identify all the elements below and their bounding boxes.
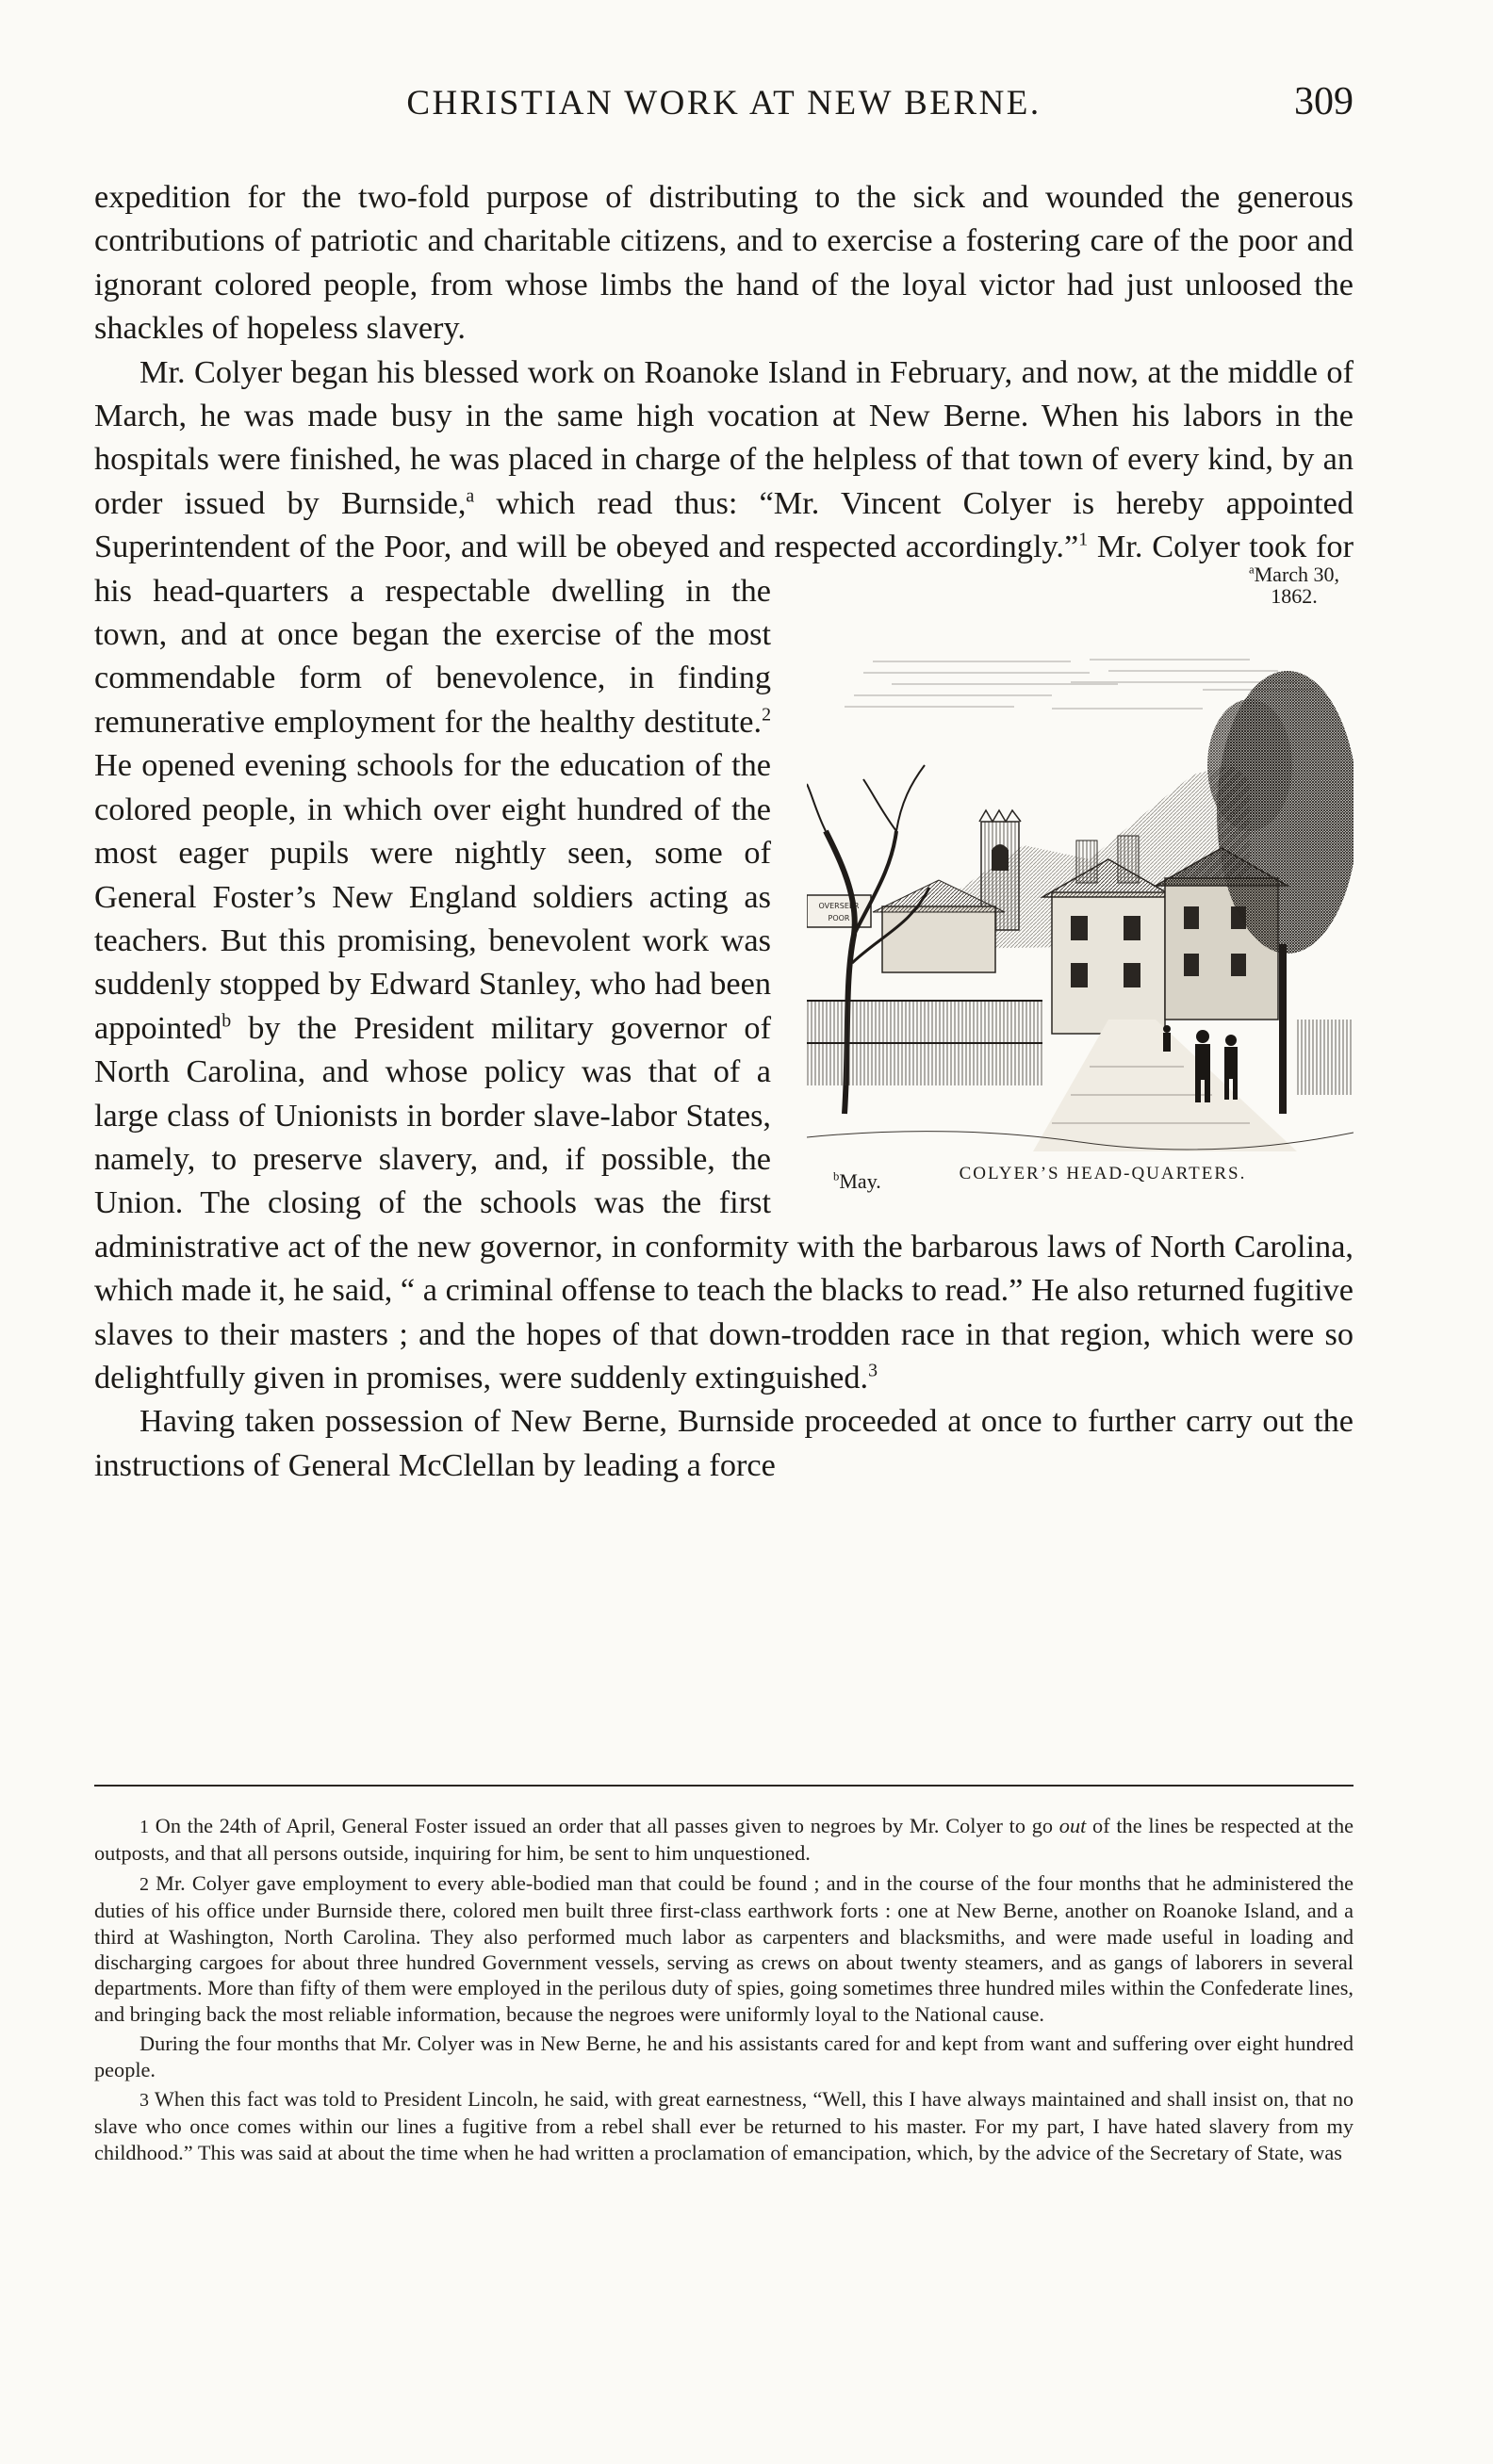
footnote-2-continued: During the four months that Mr. Colyer was in New Berne, he and his assistants cared for and kept from want and suffering over eight hundred people. — [94, 2032, 1354, 2081]
figure-caption: COLYER’S HEAD-QUARTERS. — [959, 1163, 1247, 1183]
footnote-2-text: Mr. Colyer gave employment to every able-bodied man that could be found ; and in the course of the four months that he administered the duties of his office under Burnside there, colored men built three first-class earthwork forts : one at New Berne, another on Roanoke Island, and a third at Washington, North Carolina. They also performed much labor as carpenters and blacksmiths, and were made useful in loading and discharging cargoes for about three hundred Government vessels, serving as crews on about twenty steamers, and as gangs of laborers in several departments. More than fifty of them were employed in the perilous duty of spies, going sometimes three hundred miles within the Confederate lines, and bringing back the most reliable information, because the negroes were uniformly loyal to the National cause. — [94, 1870, 1354, 2026]
footnote-1-text-b: of the lines be respected at the outposts, and that all persons outside, inquiring for him, be sent to him unquestioned. — [94, 1814, 1354, 1866]
p2-text-c: Mr. Colyer took for his head-quarters a respectable dwelling in the town, and at once began the exercise of the most commendable form of benevolence, in finding remunerative employment for the healthy destitute. — [94, 529, 1354, 740]
p2-text-a: Mr. Colyer began his blessed work on Roanoke Island in February, and now, at the middle of March, he was made busy in the same high vocation at New Berne. When his labors in the hospitals were finished, he was placed in charge of the helpless of that town of every kind, by an order issued by Burnside, — [94, 353, 1354, 521]
footnote-1-emphasis: out — [1058, 1814, 1087, 1837]
footnote-1-mark: 1 — [139, 1817, 149, 1837]
footnote-2-mark: 2 — [139, 1873, 149, 1895]
p2-text-e: by the President military governor of North Carolina, and whose policy was that of a large class of Unionists in border slave-labor States, namely, to preserve slavery, and, if possible, the Union. The closing of the schools was the first administrative act of the new governor, in conformity with the barbarous laws of North Carolina, which made it, he said, “ a criminal offense to teach the blacks to read.” He also returned fugitive slaves to their masters ; and the hopes of that down-trodden race in that region, which were so delightfully given in promises, were suddenly extinguished. — [94, 1009, 1354, 1395]
p2-text-b: which read thus: “Mr. Vincent Colyer is hereby appointed Superintendent of the Poor, and will be obeyed and respected accordingly.” — [94, 484, 1354, 565]
paragraph-1: expedition for the two-fold purpose of distributing to the sick and wounded the generous contributions of patriotic and charitable citizens, and to exercise a fostering care of the poor and ignorant colored people, from whose limbs the hand of the loyal victor had just unloosed the shackles of hopeless slavery. — [94, 179, 1354, 347]
paragraph-3: Having taken possession of New Berne, Burnside proceeded at once to further carry out the instructions of General McClellan by leading a force — [94, 1403, 1354, 1483]
footnote-1-text-a: On the 24th of April, General Foster issued an order that all passes given to negroes by Mr. Colyer to go — [149, 1814, 1059, 1837]
p2-text-d: He opened evening schools for the education of the colored people, in which over eight hundred of the most eager pupils were nightly seen, some of General Foster’s New England soldiers acting as teachers. But this promising, benevolent work was suddenly stopped by Edward Stanley, who had been appointed — [94, 747, 771, 1046]
sidenote-date-text: March 30, — [1254, 563, 1340, 586]
footnotes — [94, 1813, 1354, 2169]
footnote-2 — [94, 1870, 1354, 2027]
page-header — [94, 80, 1354, 139]
footnote-3 — [94, 2086, 1354, 2165]
running-head: CHRISTIAN WORK AT NEW BERNE. — [406, 84, 1042, 122]
svg-text:POOR: POOR — [828, 913, 850, 922]
engraving-illustration — [807, 624, 1354, 1151]
footnote-ref-2: 2 — [762, 704, 771, 726]
footnote-3-text: When this fact was told to President Lincoln, he said, with great earnestness, “Well, this I have always maintained and shall insist on, that no slave who once comes within our lines a fugitive from a rebel shall ever be returned to his master. For my part, I have hated slavery from my childhood.” This was said at about the time when he had written a proclamation of emancipation, which, by the advice of the Secretary of State, was — [94, 2087, 1354, 2164]
footnote-rule — [94, 1785, 1354, 1787]
footnote-ref-1: 1 — [1078, 529, 1089, 550]
sidenote-mark-b: b — [833, 1169, 840, 1183]
svg-text:OVERSEER: OVERSEER — [818, 901, 860, 910]
footnote-1 — [94, 1813, 1354, 1867]
sidenote-date-year: 1862. — [1271, 584, 1318, 608]
body-text — [94, 175, 1354, 1487]
page-number: 309 — [1294, 80, 1354, 123]
paragraph-2 — [94, 351, 1354, 1400]
footnote-ref-3: 3 — [868, 1360, 878, 1381]
sidenote-may-text: May. — [839, 1168, 881, 1193]
figure-colyers-headquarters — [807, 624, 1354, 1183]
sidenote-ref-b: b — [221, 1010, 232, 1032]
footnote-3-mark: 3 — [139, 2090, 149, 2112]
sidenote-mark-a: a — [1248, 563, 1255, 577]
figure-block — [788, 624, 1354, 1221]
sidenote-ref-a: a — [466, 485, 475, 507]
